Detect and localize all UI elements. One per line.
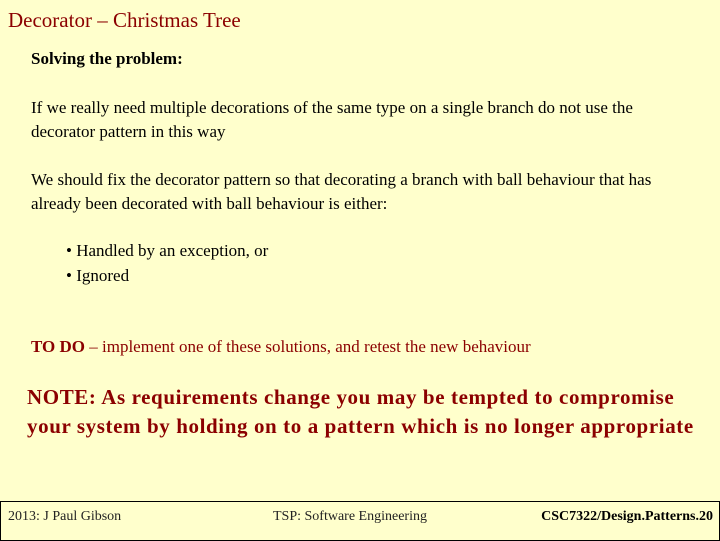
slide-title: Decorator – Christmas Tree — [8, 8, 241, 32]
subheading: Solving the problem: — [31, 49, 183, 68]
footer-course: TSP: Software Engineering — [273, 509, 427, 524]
note-text: NOTE: As requirements change you may be tempted to compromise your system by holding on to a pattern which is no longer appropriate — [27, 385, 694, 438]
todo-line — [31, 336, 531, 358]
todo-text: – implement one of these solutions, and retest the new behaviour — [85, 337, 531, 356]
bullet-item: • Ignored — [66, 266, 130, 285]
bullet-item: • Handled by an exception, or — [66, 241, 269, 260]
footer-bar — [0, 501, 720, 541]
footer-slide-id: CSC7322/Design.Patterns.20 — [541, 509, 713, 524]
footer-author: 2013: J Paul Gibson — [8, 509, 122, 524]
bullet-list — [66, 238, 268, 288]
paragraph-2: We should fix the decorator pattern so that decorating a branch with ball behaviour that has already been decorated with ball behaviour is either: — [31, 170, 652, 213]
todo-label: TO DO — [31, 337, 86, 356]
paragraph-1: If we really need multiple decorations of the same type on a single branch do not use the decorator pattern in this way — [31, 98, 633, 141]
